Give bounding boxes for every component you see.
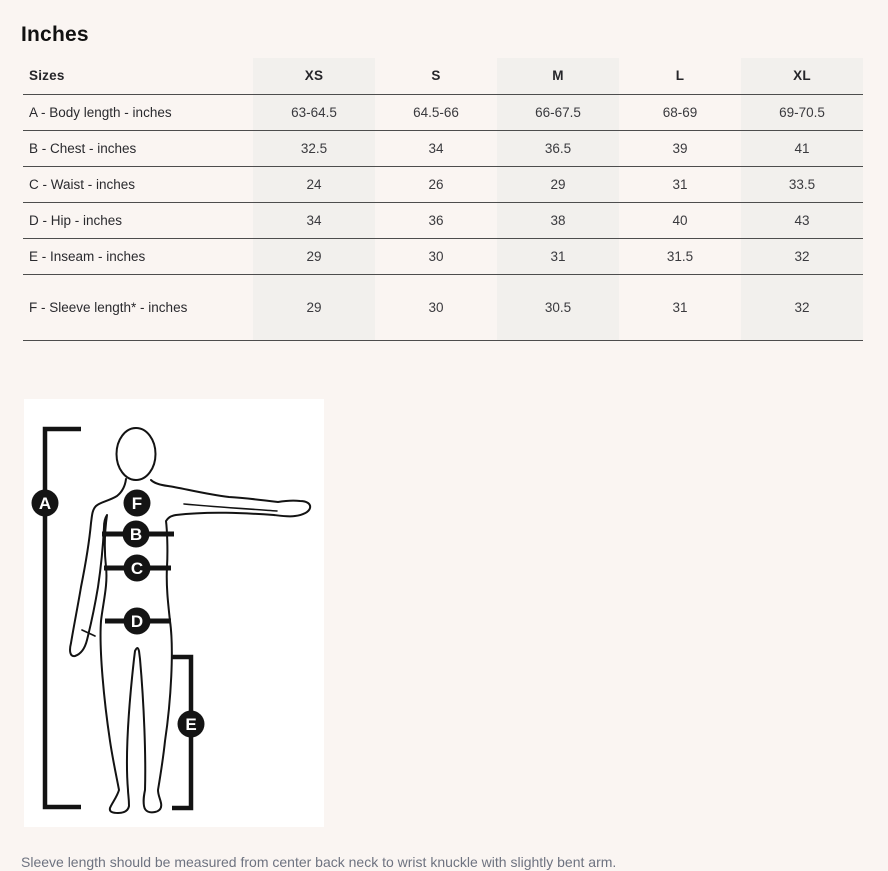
badge-a-icon (32, 489, 59, 516)
size-table (23, 58, 863, 341)
cell-value: 31 (497, 238, 619, 274)
cell-value: 66-67.5 (497, 94, 619, 130)
table-row-waist (23, 166, 863, 202)
badge-e-icon (178, 710, 205, 737)
header-cell-s: S (375, 58, 497, 94)
figure-head (117, 428, 156, 480)
badge-b-icon (123, 520, 150, 547)
row-label: D - Hip - inches (23, 202, 253, 238)
badge-a-label: A (38, 493, 52, 513)
cell-value: 29 (497, 166, 619, 202)
row-label: E - Inseam - inches (23, 238, 253, 274)
cell-value: 31 (619, 274, 741, 340)
badge-d-label: D (130, 611, 144, 631)
header-cell-xl: XL (741, 58, 863, 94)
cell-value: 32 (741, 274, 863, 340)
body-figure-svg (24, 399, 324, 827)
cell-value: 63-64.5 (253, 94, 375, 130)
cell-value: 29 (253, 274, 375, 340)
cell-value: 34 (253, 202, 375, 238)
header-cell-m: M (497, 58, 619, 94)
cell-value: 30 (375, 274, 497, 340)
header-cell-l: L (619, 58, 741, 94)
sleeve-note: Sleeve length should be measured from center back neck to wrist knuckle with slightly bent arm. (21, 853, 617, 870)
row-label: C - Waist - inches (23, 166, 253, 202)
badge-f-icon (124, 489, 151, 516)
cell-value: 31.5 (619, 238, 741, 274)
cell-value: 32 (741, 238, 863, 274)
header-cell-xs: XS (253, 58, 375, 94)
cell-value: 36 (375, 202, 497, 238)
cell-value: 30 (375, 238, 497, 274)
table-row-body-length (23, 94, 863, 130)
cell-value: 31 (619, 166, 741, 202)
cell-value: 34 (375, 130, 497, 166)
cell-value: 43 (741, 202, 863, 238)
page-title: Inches (21, 23, 89, 46)
badge-c-label: C (130, 558, 144, 578)
badge-c-icon (124, 554, 151, 581)
table-header-row (23, 58, 863, 94)
badge-b-label: B (129, 524, 143, 544)
cell-value: 26 (375, 166, 497, 202)
cell-value: 41 (741, 130, 863, 166)
cell-value: 32.5 (253, 130, 375, 166)
cell-value: 68-69 (619, 94, 741, 130)
table-row-inseam (23, 238, 863, 274)
row-label: A - Body length - inches (23, 94, 253, 130)
row-label: B - Chest - inches (23, 130, 253, 166)
cell-value: 36.5 (497, 130, 619, 166)
badge-f-label: F (131, 493, 143, 513)
figure-wrist-line (184, 504, 277, 511)
badge-d-icon (124, 607, 151, 634)
cell-value: 24 (253, 166, 375, 202)
cell-value: 33.5 (741, 166, 863, 202)
cell-value: 38 (497, 202, 619, 238)
cell-value: 64.5-66 (375, 94, 497, 130)
measurement-diagram (24, 399, 324, 827)
cell-value: 69-70.5 (741, 94, 863, 130)
table-row-hip (23, 202, 863, 238)
cell-value: 29 (253, 238, 375, 274)
cell-value: 30.5 (497, 274, 619, 340)
cell-value: 39 (619, 130, 741, 166)
row-label: F - Sleeve length* - inches (23, 274, 253, 340)
table-row-chest (23, 130, 863, 166)
header-cell-sizes: Sizes (23, 58, 253, 94)
badge-e-label: E (185, 714, 197, 734)
table-row-sleeve-length (23, 274, 863, 340)
cell-value: 40 (619, 202, 741, 238)
